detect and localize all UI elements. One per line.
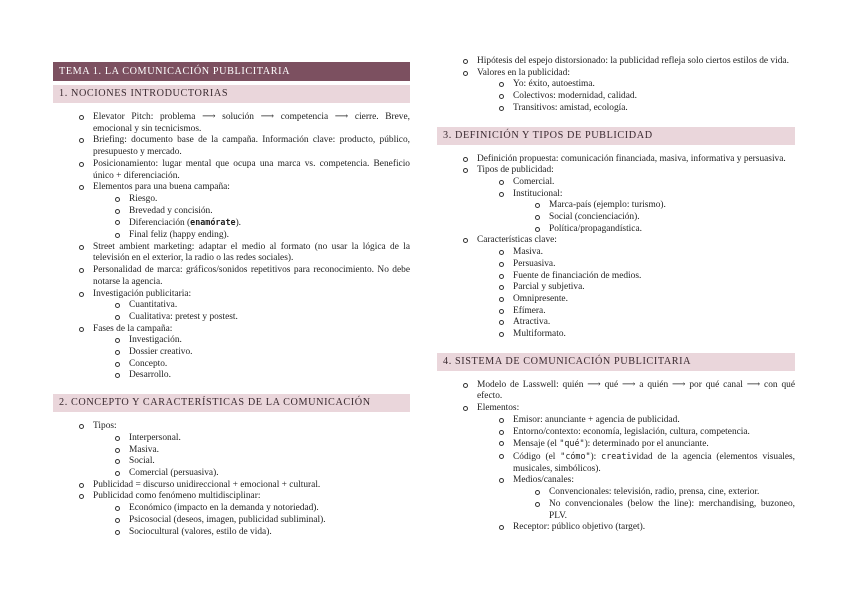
- bullet-icon: [499, 94, 504, 99]
- list-item: Riesgo.: [129, 194, 410, 206]
- list-item: Receptor: público objetivo (target).: [513, 522, 795, 534]
- bullet-icon: [115, 197, 120, 202]
- document-title: TEMA 1. LA COMUNICACIÓN PUBLICITARIA: [53, 62, 410, 81]
- bullet-icon: [499, 418, 504, 423]
- list-item: Emisor: anunciante + agencia de publicidad.: [513, 415, 795, 427]
- list-item: Institucional:: [513, 189, 795, 201]
- bullet-icon: [463, 59, 468, 64]
- list-item: Masiva.: [513, 247, 795, 259]
- left-column: [53, 0, 410, 538]
- bullet-icon: [115, 436, 120, 441]
- list-item: Cuantitativa.: [129, 300, 410, 312]
- list-item: Elementos:: [477, 403, 795, 415]
- list-item: Publicidad como fenómeno multidisciplinar:: [93, 491, 410, 503]
- bullet-icon: [79, 268, 84, 273]
- bullet-icon: [115, 362, 120, 367]
- bullet-icon: [115, 350, 120, 355]
- list-item: Interpersonal.: [129, 433, 410, 445]
- bullet-icon: [115, 530, 120, 535]
- continued-list: [437, 56, 795, 115]
- bullet-icon: [499, 525, 504, 530]
- list-item: Diferenciación (enamórate).: [129, 217, 410, 230]
- bullet-icon: [79, 185, 84, 190]
- list-item: Investigación.: [129, 335, 410, 347]
- list-item: Cualitativa: pretest y postest.: [129, 312, 410, 324]
- list-item: Elementos para una buena campaña:: [93, 182, 410, 194]
- bullet-icon: [499, 82, 504, 87]
- list-item: Sociocultural (valores, estilo de vida).: [129, 527, 410, 539]
- list-item: Persuasiva.: [513, 259, 795, 271]
- bullet-icon: [499, 192, 504, 197]
- bullet-icon: [499, 274, 504, 279]
- list-item: Colectivos: modernidad, calidad.: [513, 91, 795, 103]
- section-4-header: 4. SISTEMA DE COMUNICACIÓN PUBLICITARIA: [437, 353, 795, 371]
- bullet-icon: [115, 471, 120, 476]
- list-item: Desarrollo.: [129, 370, 410, 382]
- list-item: Medios/canales:: [513, 475, 795, 487]
- bullet-icon: [499, 106, 504, 111]
- bullet-icon: [535, 203, 540, 208]
- list-item: Social (concienciación).: [549, 212, 795, 224]
- list-item: Comercial (persuasiva).: [129, 468, 410, 480]
- list-item: Definición propuesta: comunicación financiada, masiva, informativa y persuasiva.: [477, 154, 795, 166]
- list-item: Código (el "cómo"): creatividad de la agencia (elementos visuales, musicales, simbólicos).: [513, 451, 795, 475]
- bullet-icon: [115, 518, 120, 523]
- list-item: Psicosocial (deseos, imagen, publicidad subliminal).: [129, 515, 410, 527]
- list-item: Económico (impacto en la demanda y notoriedad).: [129, 503, 410, 515]
- bullet-icon: [79, 327, 84, 332]
- list-item: Convencionales: televisión, radio, prensa, cine, exterior.: [549, 487, 795, 499]
- bullet-icon: [115, 373, 120, 378]
- list-item: Posicionamiento: lugar mental que ocupa una marca vs. competencia. Beneficio único + diferenciación.: [93, 159, 410, 182]
- list-item: Social.: [129, 456, 410, 468]
- list-item: Fases de la campaña:: [93, 324, 410, 336]
- bullet-icon: [79, 483, 84, 488]
- right-column: [437, 56, 795, 534]
- bullet-icon: [79, 245, 84, 250]
- list-item: Modelo de Lasswell: quién ⟶ qué ⟶ a quién ⟶ por qué canal ⟶ con qué efecto.: [477, 380, 795, 403]
- list-item: Valores en la publicidad:: [477, 68, 795, 80]
- bullet-icon: [463, 406, 468, 411]
- bullet-icon: [499, 262, 504, 267]
- list-item: Elevator Pitch: problema ⟶ solución ⟶ competencia ⟶ cierre. Breve, emocional y sin tecnicismos.: [93, 112, 410, 135]
- list-item: Tipos:: [93, 421, 410, 433]
- list-item: Comercial.: [513, 177, 795, 189]
- section-2-list: [53, 421, 410, 538]
- list-item: Masiva.: [129, 445, 410, 457]
- bullet-icon: [499, 180, 504, 185]
- list-item: Fuente de financiación de medios.: [513, 271, 795, 283]
- bullet-icon: [499, 430, 504, 435]
- list-item: Características clave:: [477, 235, 795, 247]
- bullet-icon: [499, 320, 504, 325]
- bullet-icon: [115, 338, 120, 343]
- bullet-icon: [499, 285, 504, 290]
- list-item: Marca-país (ejemplo: turismo).: [549, 200, 795, 212]
- section-3-list: [437, 154, 795, 341]
- list-item: Atractiva.: [513, 317, 795, 329]
- list-item: Final feliz (happy ending).: [129, 230, 410, 242]
- bullet-icon: [79, 494, 84, 499]
- bullet-icon: [499, 297, 504, 302]
- list-item: Efímera.: [513, 306, 795, 318]
- bullet-icon: [535, 490, 540, 495]
- bullet-icon: [115, 506, 120, 511]
- list-item: Investigación publicitaria:: [93, 289, 410, 301]
- bullet-icon: [79, 292, 84, 297]
- list-item: Política/propagandística.: [549, 224, 795, 236]
- bullet-icon: [499, 441, 504, 446]
- bullet-icon: [463, 157, 468, 162]
- bullet-icon: [79, 138, 84, 143]
- list-item: Briefing: documento base de la campaña. Información clave: producto, público, presupuesto y mercado.: [93, 135, 410, 158]
- list-item: Concepto.: [129, 359, 410, 371]
- bullet-icon: [79, 115, 84, 120]
- bullet-icon: [115, 459, 120, 464]
- bullet-icon: [79, 162, 84, 167]
- list-item: Parcial y subjetiva.: [513, 282, 795, 294]
- bullet-icon: [499, 478, 504, 483]
- list-item: Mensaje (el "qué"): determinado por el anunciante.: [513, 438, 795, 451]
- bullet-icon: [115, 220, 120, 225]
- section-3-header: 3. DEFINICIÓN Y TIPOS DE PUBLICIDAD: [437, 127, 795, 145]
- bullet-icon: [115, 209, 120, 214]
- list-item: Publicidad = discurso unidireccional + emocional + cultural.: [93, 480, 410, 492]
- bullet-icon: [463, 238, 468, 243]
- bullet-icon: [499, 250, 504, 255]
- bullet-icon: [535, 215, 540, 220]
- bullet-icon: [499, 309, 504, 314]
- list-item: No convencionales (below the line): merchandising, buzoneo, PLV.: [549, 499, 795, 522]
- list-item: Yo: éxito, autoestima.: [513, 79, 795, 91]
- section-4-list: [437, 380, 795, 534]
- bullet-icon: [115, 448, 120, 453]
- bullet-icon: [463, 383, 468, 388]
- list-item: Multiformato.: [513, 329, 795, 341]
- list-item: Dossier creativo.: [129, 347, 410, 359]
- list-item: Personalidad de marca: gráficos/sonidos repetitivos para reconocimiento. No debe notarse la agencia.: [93, 265, 410, 288]
- list-item: Street ambient marketing: adaptar el medio al formato (no usar la lógica de la televisión en el exterior, la radio o las redes sociales).: [93, 242, 410, 265]
- section-1-list: [53, 112, 410, 382]
- bullet-icon: [499, 454, 504, 459]
- list-item: Omnipresente.: [513, 294, 795, 306]
- bullet-icon: [535, 227, 540, 232]
- list-item: Tipos de publicidad:: [477, 165, 795, 177]
- list-item: Brevedad y concisión.: [129, 206, 410, 218]
- bullet-icon: [115, 303, 120, 308]
- list-item: Hipótesis del espejo distorsionado: la publicidad refleja solo ciertos estilos de vida.: [477, 56, 795, 68]
- list-item: Transitivos: amistad, ecología.: [513, 103, 795, 115]
- section-2-header: 2. CONCEPTO Y CARACTERÍSTICAS DE LA COMUNICACIÓN: [53, 394, 410, 412]
- section-1-header: 1. NOCIONES INTRODUCTORIAS: [53, 85, 410, 103]
- bullet-icon: [115, 233, 120, 238]
- list-item: Entorno/contexto: economía, legislación, cultura, competencia.: [513, 427, 795, 439]
- bullet-icon: [79, 424, 84, 429]
- bullet-icon: [499, 332, 504, 337]
- bullet-icon: [463, 71, 468, 76]
- bullet-icon: [115, 315, 120, 320]
- bullet-icon: [535, 502, 540, 507]
- bullet-icon: [463, 168, 468, 173]
